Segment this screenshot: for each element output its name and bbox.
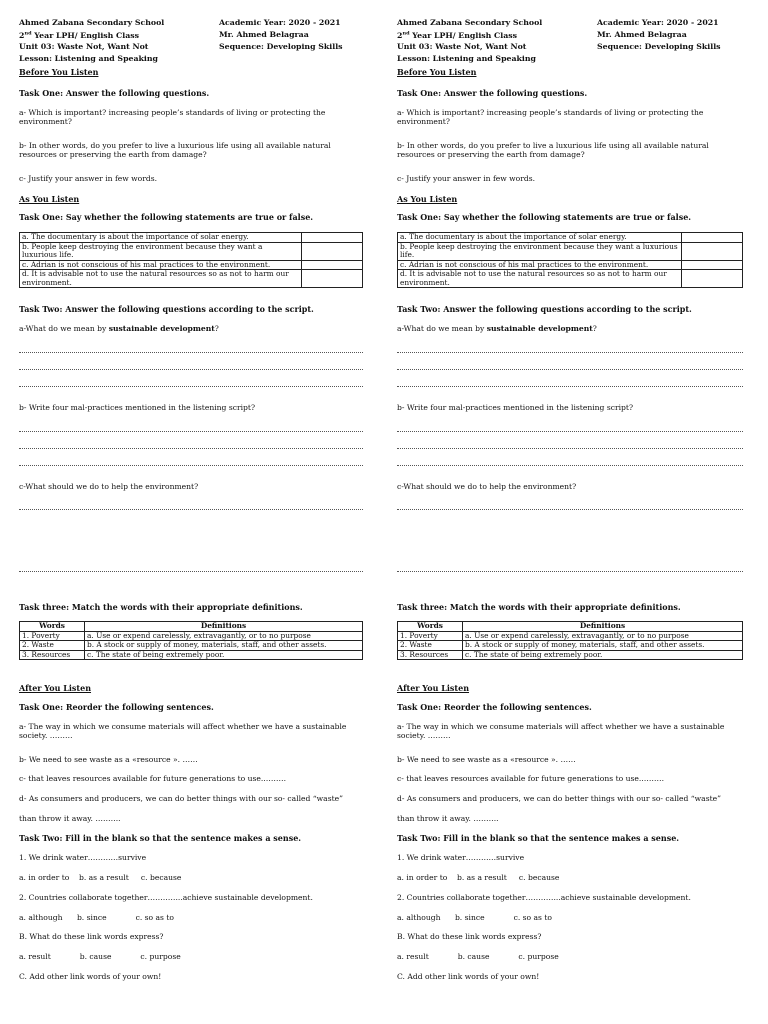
fill-options-1: a. in order to b. as a result c. because	[397, 873, 560, 882]
table-row: b. People keep destroying the environment because they want a luxurious life.	[20, 242, 363, 260]
after-task-one: Task One: Reorder the following sentences.	[397, 702, 592, 712]
after-task-two: Task Two: Fill in the blank so that the sentence makes a sense.	[19, 833, 302, 843]
lesson-title: Lesson: Listening and Speaking	[397, 54, 537, 63]
table-row: 1. Poverty a. Use or expend carelessly, extravagantly, or to no purpose	[20, 631, 363, 641]
sentence-d: d- As consumers and producers, we can do better things with our so- called “waste”	[19, 794, 344, 803]
options-B: a. result b. cause c. purpose	[19, 952, 181, 961]
sequence-title: Sequence: Developing Skills	[219, 42, 343, 51]
worksheet-copy-left	[19, 0, 363, 1024]
as-listen-heading: As You Listen	[19, 194, 80, 204]
academic-year: Academic Year: 2020 - 2021	[219, 18, 341, 27]
answer-cell[interactable]	[682, 270, 743, 288]
teacher-name: Mr. Ahmed Belagraa	[597, 30, 687, 39]
answer-cell[interactable]	[302, 242, 363, 260]
as-question-b: b- Write four mal-practices mentioned in the listening script?	[397, 403, 634, 412]
after-task-two: Task Two: Fill in the blank so that the sentence makes a sense.	[397, 833, 680, 843]
lesson-title: Lesson: Listening and Speaking	[19, 54, 159, 63]
table-row: b. People keep destroying the environment because they want a luxurious life.	[398, 242, 743, 260]
before-question-a: a- Which is important? increasing people’s standards of living or protecting the environment?	[397, 108, 704, 127]
class-name: 2nd Year LPH/ English Class	[397, 30, 518, 40]
as-question-c: c-What should we do to help the environment?	[19, 482, 199, 491]
answer-cell[interactable]	[302, 260, 363, 270]
school-name: Ahmed Zabana Secondary School	[397, 18, 543, 27]
school-name: Ahmed Zabana Secondary School	[19, 18, 165, 27]
fill-options-1: a. in order to b. as a result c. because	[19, 873, 182, 882]
sentence-b: b- We need to see waste as a «resource ». ……	[397, 755, 576, 764]
true-false-table	[19, 232, 363, 288]
answer-line[interactable]	[19, 508, 363, 510]
options-B: a. result b. cause c. purpose	[397, 952, 559, 961]
answer-line[interactable]	[397, 508, 743, 510]
answer-line[interactable]	[19, 447, 363, 449]
table-row: 3. Resources c. The state of being extremely poor.	[398, 650, 743, 660]
table-row: c. Adrian is not conscious of his mal practices to the environment.	[398, 260, 743, 270]
before-listen-heading: Before You Listen	[19, 67, 99, 77]
answer-cell[interactable]	[302, 233, 363, 243]
sentence-d-cont: than throw it away. ……….	[397, 814, 499, 823]
sentence-c: c- that leaves resources available for future generations to use.………	[19, 774, 287, 783]
table-row: d. It is advisable not to use the natural resources so as not to harm our environment.	[398, 270, 743, 288]
answer-line[interactable]	[19, 368, 363, 370]
as-task-two: Task Two: Answer the following questions according to the script.	[397, 304, 692, 314]
before-task-one: Task One: Answer the following questions.	[397, 88, 588, 98]
unit-title: Unit 03: Waste Not, Want Not	[19, 42, 149, 51]
answer-cell[interactable]	[302, 270, 363, 288]
sentence-a: a- The way in which we consume materials will affect whether we have a sustainable society. ………	[397, 722, 725, 741]
table-row: d. It is advisable not to use the natural resources so as not to harm our environment.	[20, 270, 363, 288]
fill-question-2: 2. Countries collaborate together…………..achieve sustainable development.	[19, 893, 313, 902]
teacher-name: Mr. Ahmed Belagraa	[219, 30, 309, 39]
table-row: 1. Poverty a. Use or expend carelessly, extravagantly, or to no purpose	[398, 631, 743, 641]
answer-line[interactable]	[397, 447, 743, 449]
answer-line[interactable]	[397, 430, 743, 432]
fill-question-1: 1. We drink water…………survive	[397, 853, 525, 862]
answer-line[interactable]	[397, 351, 743, 353]
class-name: 2nd Year LPH/ English Class	[19, 30, 140, 40]
as-task-one: Task One: Say whether the following statements are true or false.	[397, 212, 692, 222]
answer-cell[interactable]	[682, 233, 743, 243]
after-task-one: Task One: Reorder the following sentences.	[19, 702, 214, 712]
as-task-three: Task three: Match the words with their appropriate definitions.	[19, 602, 303, 612]
answer-line[interactable]	[19, 430, 363, 432]
table-row: 3. Resources c. The state of being extremely poor.	[20, 650, 363, 660]
answer-cell[interactable]	[682, 260, 743, 270]
before-question-c: c- Justify your answer in few words.	[19, 174, 158, 183]
sentence-d-cont: than throw it away. ……….	[19, 814, 121, 823]
as-question-c: c-What should we do to help the environment?	[397, 482, 577, 491]
before-task-one: Task One: Answer the following questions.	[19, 88, 210, 98]
table-row: 2. Waste b. A stock or supply of money, materials, staff, and other assets.	[20, 641, 363, 651]
before-listen-heading: Before You Listen	[397, 67, 477, 77]
academic-year: Academic Year: 2020 - 2021	[597, 18, 719, 27]
fill-options-2: a. although b. since c. so as to	[397, 913, 552, 922]
before-question-a: a- Which is important? increasing people’s standards of living or protecting the environment?	[19, 108, 326, 127]
answer-line[interactable]	[397, 368, 743, 370]
answer-line[interactable]	[19, 385, 363, 387]
table-row: a. The documentary is about the importance of solar energy.	[398, 233, 743, 243]
as-question-a: a-What do we mean by sustainable development?	[19, 324, 219, 333]
table-header-row: Words Definitions	[398, 622, 743, 632]
question-B: B. What do these link words express?	[397, 932, 542, 941]
table-row: a. The documentary is about the importance of solar energy.	[20, 233, 363, 243]
matching-table	[397, 621, 743, 660]
fill-options-2: a. although b. since c. so as to	[19, 913, 174, 922]
matching-table	[19, 621, 363, 660]
after-listen-heading: After You Listen	[19, 683, 92, 693]
answer-line[interactable]	[19, 570, 363, 572]
answer-line[interactable]	[19, 464, 363, 466]
unit-title: Unit 03: Waste Not, Want Not	[397, 42, 527, 51]
question-C: C. Add other link words of your own!	[397, 972, 540, 981]
after-listen-heading: After You Listen	[397, 683, 470, 693]
sentence-b: b- We need to see waste as a «resource ». ……	[19, 755, 198, 764]
answer-cell[interactable]	[682, 242, 743, 260]
as-task-three: Task three: Match the words with their appropriate definitions.	[397, 602, 681, 612]
answer-line[interactable]	[19, 351, 363, 353]
sentence-d: d- As consumers and producers, we can do better things with our so- called “waste”	[397, 794, 722, 803]
question-C: C. Add other link words of your own!	[19, 972, 162, 981]
fill-question-2: 2. Countries collaborate together…………..achieve sustainable development.	[397, 893, 691, 902]
answer-line[interactable]	[397, 385, 743, 387]
table-header-row: Words Definitions	[20, 622, 363, 632]
worksheet-copy-right	[397, 0, 743, 1024]
question-B: B. What do these link words express?	[19, 932, 164, 941]
as-question-a: a-What do we mean by sustainable development?	[397, 324, 597, 333]
sequence-title: Sequence: Developing Skills	[597, 42, 721, 51]
answer-line[interactable]	[397, 570, 743, 572]
fill-question-1: 1. We drink water…………survive	[19, 853, 147, 862]
answer-line[interactable]	[397, 464, 743, 466]
sentence-a: a- The way in which we consume materials will affect whether we have a sustainable society. ………	[19, 722, 347, 741]
table-row: 2. Waste b. A stock or supply of money, materials, staff, and other assets.	[398, 641, 743, 651]
as-task-one: Task One: Say whether the following statements are true or false.	[19, 212, 314, 222]
before-question-c: c- Justify your answer in few words.	[397, 174, 536, 183]
as-listen-heading: As You Listen	[397, 194, 458, 204]
true-false-table	[397, 232, 743, 288]
as-question-b: b- Write four mal-practices mentioned in the listening script?	[19, 403, 256, 412]
before-question-b: b- In other words, do you prefer to live a luxurious life using all available natural resources or preserving the earth from damage?	[397, 141, 709, 160]
before-question-b: b- In other words, do you prefer to live a luxurious life using all available natural resources or preserving the earth from damage?	[19, 141, 331, 160]
sentence-c: c- that leaves resources available for future generations to use.………	[397, 774, 665, 783]
as-task-two: Task Two: Answer the following questions according to the script.	[19, 304, 314, 314]
table-row: c. Adrian is not conscious of his mal practices to the environment.	[20, 260, 363, 270]
